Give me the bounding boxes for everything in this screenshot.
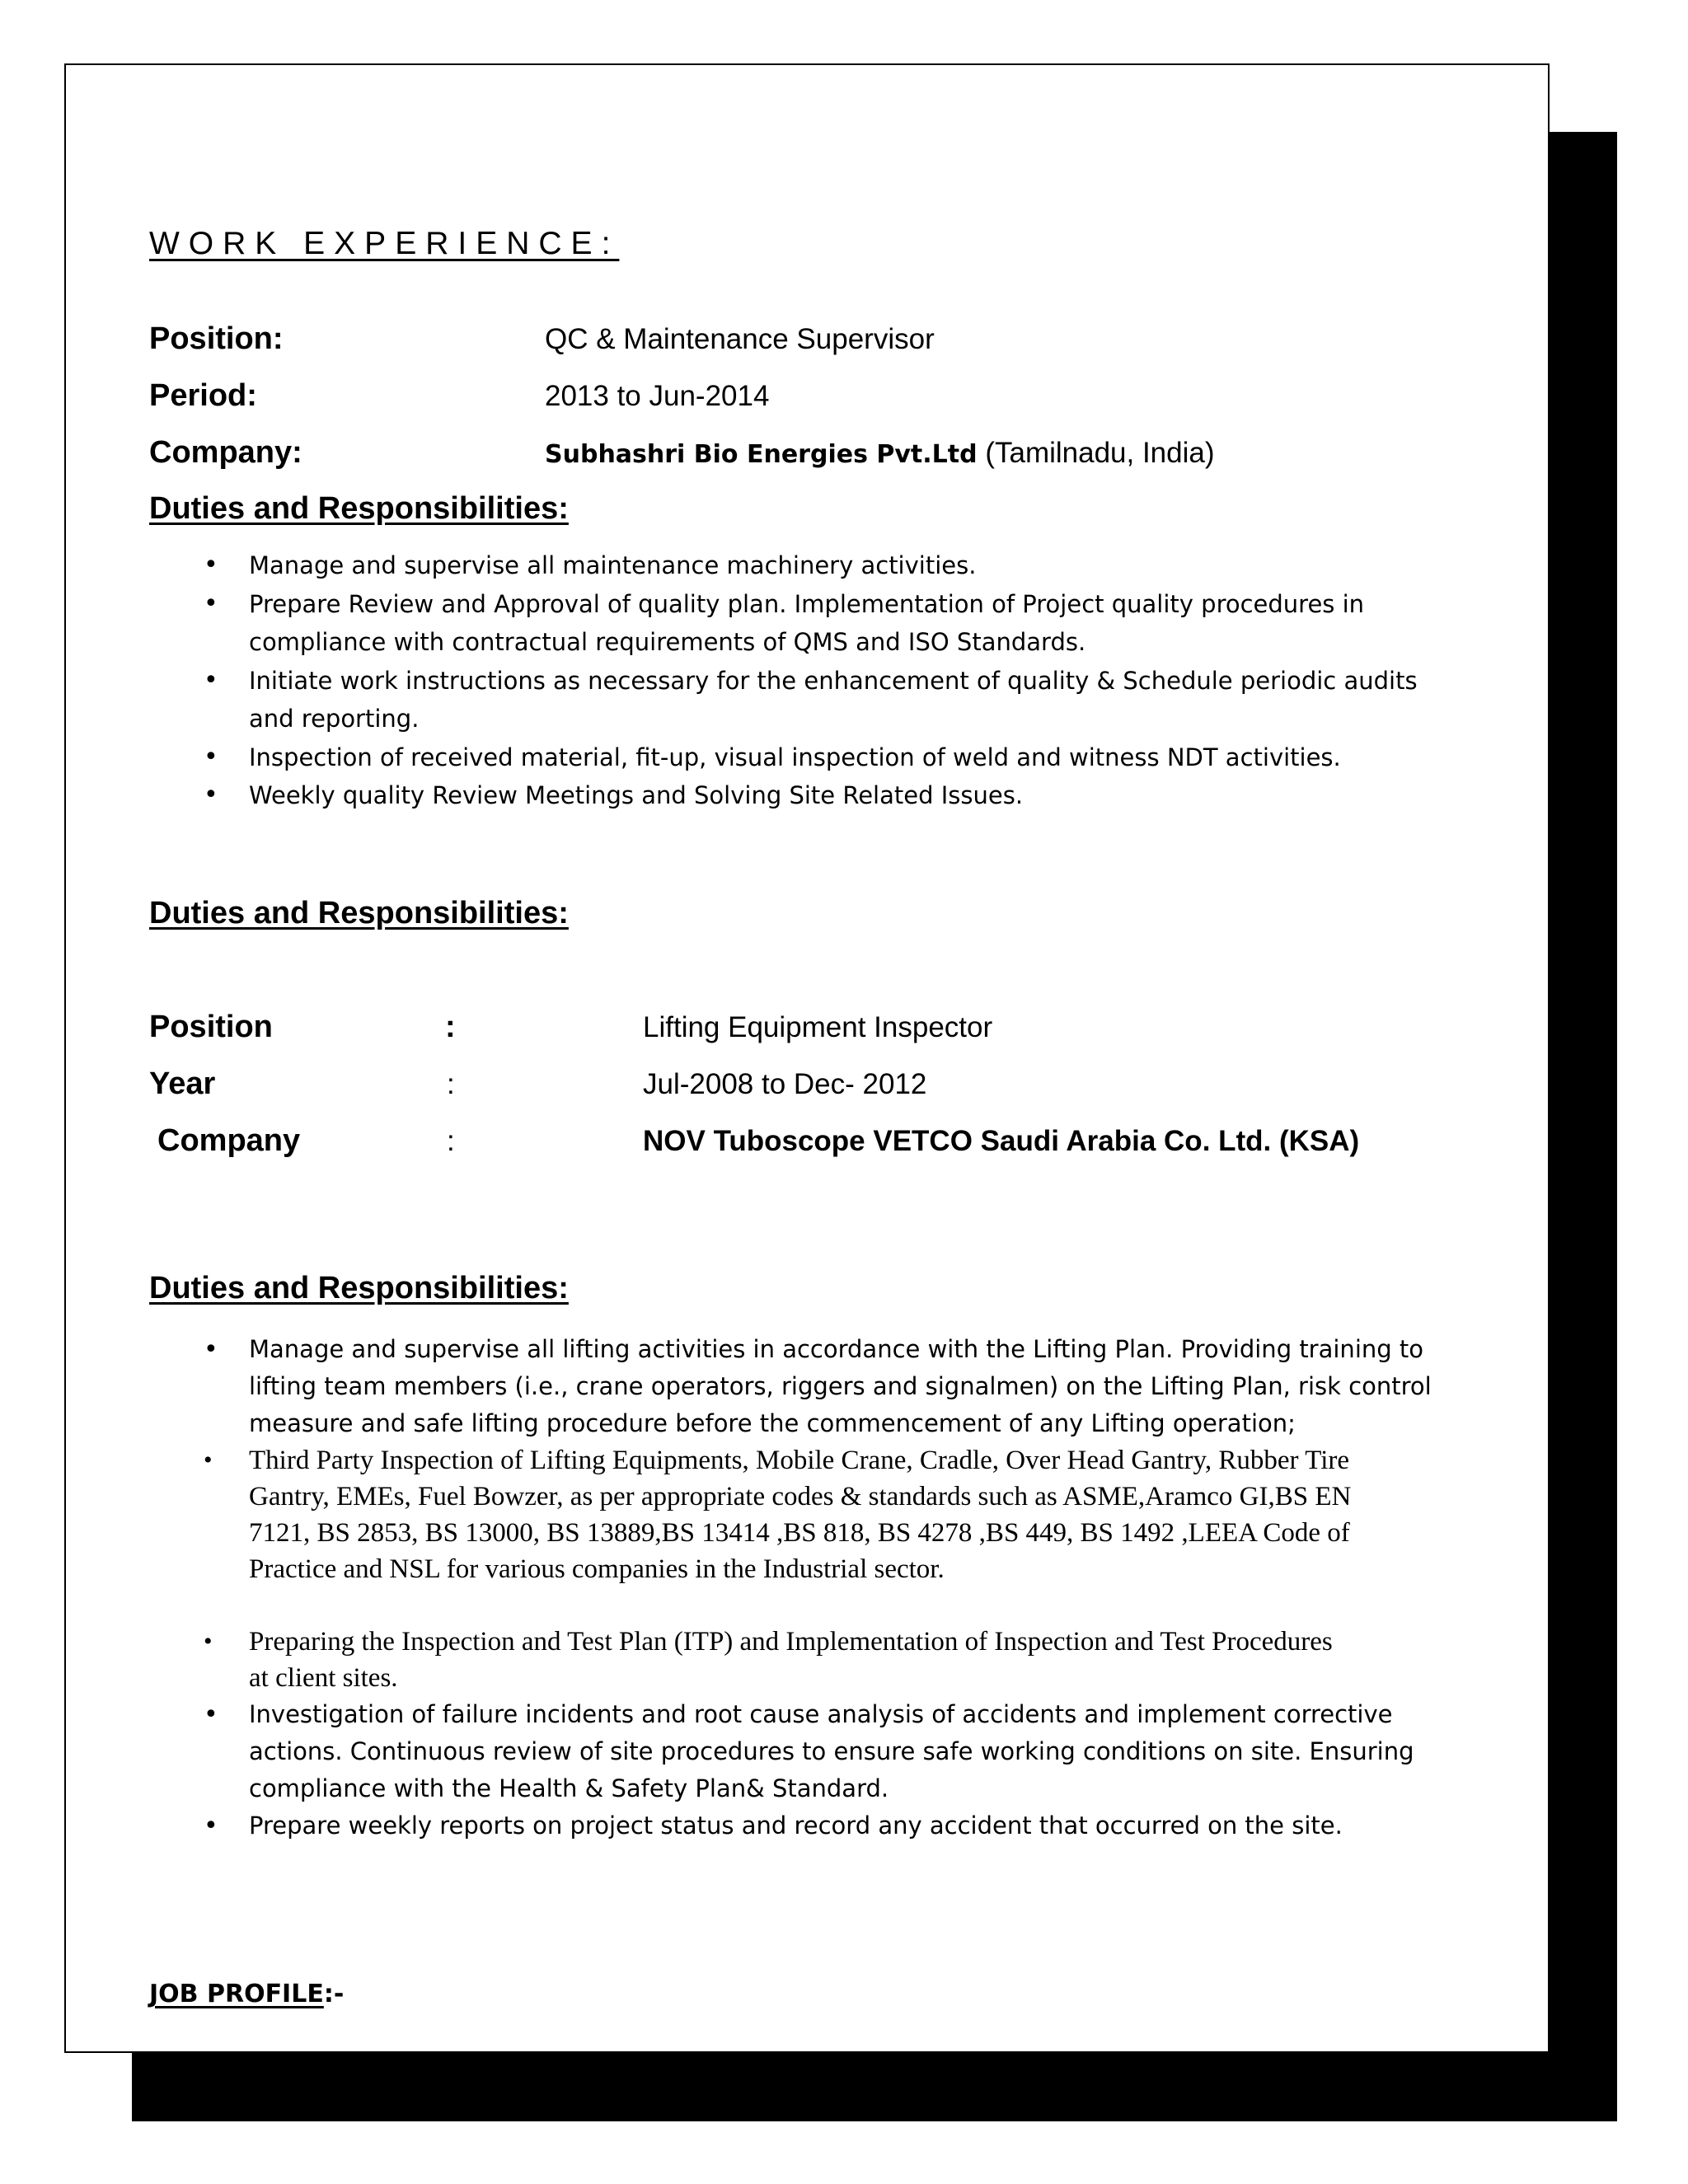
list-item: • Manage and supervise all maintenance machinery activities. [249, 546, 1535, 585]
list-item: • Manage and supervise all lifting activities in accordance with the Lifting Plan. Providing training to [249, 1331, 1551, 1368]
bullet-icon: • [204, 665, 218, 695]
bullet-icon: • [204, 1335, 218, 1364]
list-item: • Weekly quality Review Meetings and Solving Site Related Issues. [249, 776, 1535, 815]
company-line [545, 437, 1215, 470]
company-label: Company: [149, 435, 302, 470]
list-item-continuation: and reporting. [249, 705, 420, 733]
job-profile-label: JOB PROFILE [149, 1980, 324, 2008]
position-value: QC & Maintenance Supervisor [545, 323, 935, 355]
list-item-continuation: 7121, BS 2853, BS 13000, BS 13889,BS 13414 ,BS 818, BS 4278 ,BS 449, BS 1492 ,LEEA Code of [249, 1518, 1350, 1548]
bullet-icon: • [204, 1811, 218, 1840]
company-name: Subhashri Bio Energies Pvt.Ltd [545, 440, 978, 469]
bullet-icon: • [204, 742, 218, 771]
company-label: Company [157, 1123, 301, 1158]
list-item: • Prepare Review and Approval of quality plan. Implementation of Project quality procedures in [249, 585, 1535, 624]
bullet-icon: • [204, 780, 218, 809]
colon: : [447, 1125, 455, 1157]
position-label: Position: [149, 321, 284, 356]
list-item-continuation: measure and safe lifting procedure before the commencement of any Lifting operation; [249, 1409, 1296, 1437]
position-value: Lifting Equipment Inspector [643, 1011, 993, 1043]
list-item-continuation: compliance with contractual requirements of QMS and ISO Standards. [249, 628, 1086, 656]
job-profile-heading [149, 1980, 344, 2008]
colon: : [445, 1010, 456, 1044]
list-item-continuation: Gantry, EMEs, Fuel Bowzer, as per appropriate codes & standards such as ASME,Aramco GI,BS EN [249, 1482, 1352, 1511]
duties-heading: Duties and Responsibilities: [149, 896, 569, 930]
period-label: Period: [149, 378, 257, 413]
duties-heading: Duties and Responsibilities: [149, 1271, 569, 1305]
position-label: Position [149, 1010, 273, 1044]
list-item: • Preparing the Inspection and Test Plan (ITP) and Implementation of Inspection and Test Procedures [249, 1624, 1551, 1660]
bullet-icon: • [204, 1700, 218, 1729]
list-item: • Initiate work instructions as necessary for the enhancement of quality & Schedule periodic audits [249, 662, 1535, 701]
list-item-continuation: lifting team members (i.e., crane operators, riggers and signalmen) on the Lifting Plan, risk control [249, 1372, 1432, 1400]
bullet-icon: • [204, 588, 218, 618]
list-item-continuation: actions. Continuous review of site procedures to ensure safe working conditions on site. Ensuring [249, 1737, 1414, 1765]
resume-page [64, 63, 1550, 2053]
company-value: NOV Tuboscope VETCO Saudi Arabia Co. Ltd. (KSA) [643, 1125, 1360, 1157]
duties-list [204, 1331, 1551, 1844]
list-item: • Investigation of failure incidents and root cause analysis of accidents and implement corrective [249, 1696, 1551, 1733]
year-value: Jul-2008 to Dec- 2012 [643, 1068, 927, 1100]
bullet-icon: • [204, 1628, 213, 1655]
job-profile-suffix: :- [323, 1980, 345, 2008]
list-item-continuation: at client sites. [249, 1663, 398, 1693]
colon: : [447, 1068, 455, 1100]
section-title: WORK EXPERIENCE: [149, 226, 620, 261]
list-item: • Third Party Inspection of Lifting Equipments, Mobile Crane, Cradle, Over Head Gantry, Rubber Tire [249, 1442, 1551, 1479]
list-item: • Inspection of received material, fit-up, visual inspection of weld and witness NDT activities. [249, 738, 1535, 777]
company-location: (Tamilnadu, India) [977, 437, 1215, 469]
list-item-continuation: Practice and NSL for various companies in the Industrial sector. [249, 1554, 945, 1584]
year-label: Year [149, 1066, 216, 1101]
list-item: • Prepare weekly reports on project status and record any accident that occurred on the site. [249, 1807, 1551, 1844]
period-value: 2013 to Jun-2014 [545, 380, 770, 412]
list-item-continuation: compliance with the Health & Safety Plan& Standard. [249, 1774, 889, 1802]
bullet-icon: • [204, 551, 218, 579]
bullet-icon: • [204, 1446, 213, 1474]
duties-list [204, 546, 1535, 815]
duties-heading: Duties and Responsibilities: [149, 491, 569, 526]
